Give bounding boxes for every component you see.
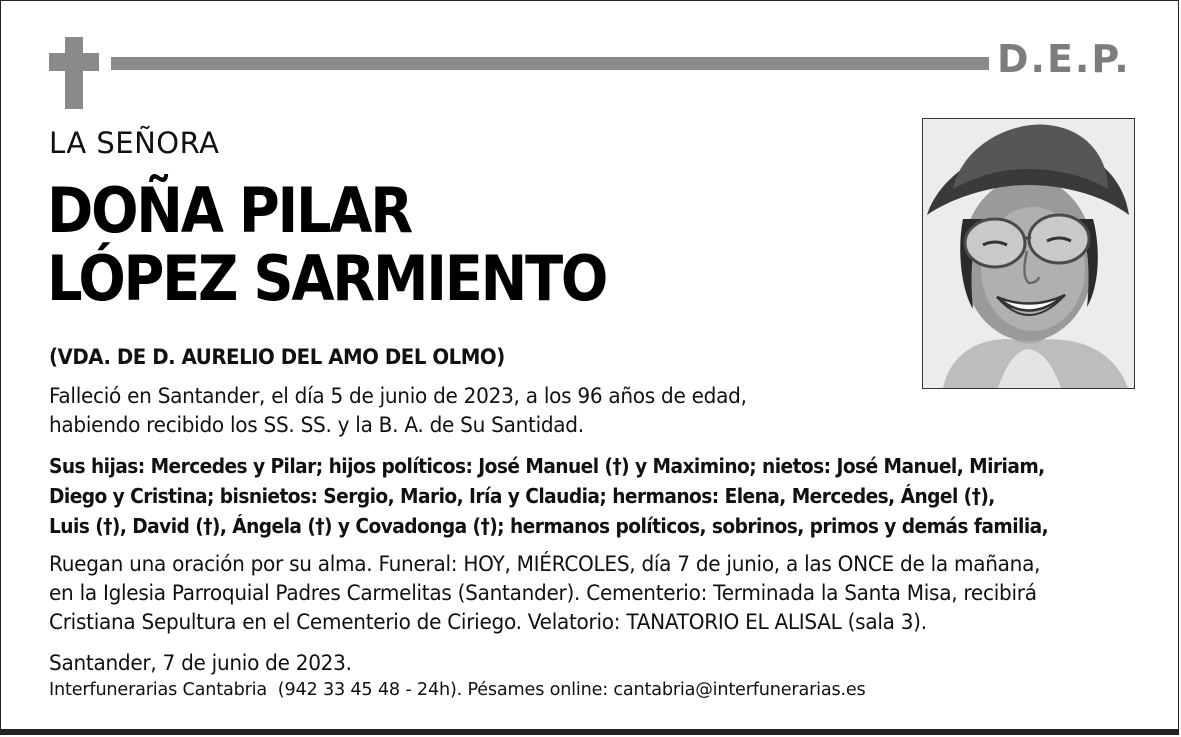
dep-label: D.E.P. <box>997 37 1131 81</box>
death-details <box>49 382 747 440</box>
death-details-line-2: habiendo recibido los SS. SS. y la B. A. de Su Santidad. <box>49 413 584 437</box>
name-line-1: DOÑA PILAR <box>47 174 411 247</box>
name-line-2: LÓPEZ SARMIENTO <box>47 242 607 315</box>
cross-icon <box>65 37 83 109</box>
death-details-line-1: Falleció en Santander, el día 5 de junio de 2023, a los 96 años de edad, <box>49 384 747 408</box>
family-line-2: Diego y Cristina; bisnietos: Sergio, Mario, Iría y Claudia; hermanos: Elena, Mercedes, Ángel (†), <box>49 484 995 508</box>
funeral-details <box>49 550 1040 637</box>
deceased-name <box>47 174 607 315</box>
funeral-line-3: Cristiana Sepultura en el Cementerio de Ciriego. Velatorio: TANATORIO EL ALISAL (sala 3). <box>49 610 927 634</box>
funeral-line-2: en la Iglesia Parroquial Padres Carmelitas (Santander). Cementerio: Terminada la Santa Misa, recibirá <box>49 581 1037 605</box>
family-list <box>49 451 1048 541</box>
portrait-photo <box>922 118 1135 389</box>
cross-icon-bar <box>49 53 99 71</box>
family-line-3: Luis (†), David (†), Ángela (†) y Covadonga (†); hermanos políticos, sobrinos, primos y demás familia, <box>49 514 1049 538</box>
funeral-home-contact: Interfunerarias Cantabria (942 33 45 48 - 24h). Pésames online: cantabria@interfunerarias.es <box>49 679 866 700</box>
family-line-1: Sus hijas: Mercedes y Pilar; hijos políticos: José Manuel (†) y Maximino; nietos: José Manuel, Miriam, <box>49 454 1045 478</box>
funeral-line-1: Ruegan una oración por su alma. Funeral: HOY, MIÉRCOLES, día 7 de junio, a las ONCE de la mañana, <box>49 552 1041 576</box>
header-rule <box>111 57 989 70</box>
title-label: LA SEÑORA <box>49 126 220 160</box>
place-date: Santander, 7 de junio de 2023. <box>49 651 352 675</box>
widow-of-line: (VDA. DE D. AURELIO DEL AMO DEL OLMO) <box>49 345 505 369</box>
